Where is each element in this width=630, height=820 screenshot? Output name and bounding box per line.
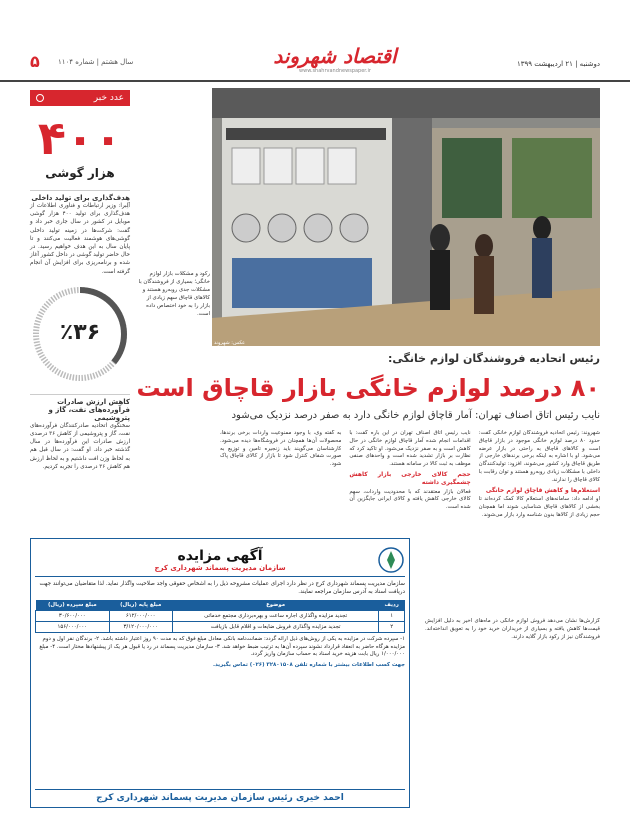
- street-scene-image: [212, 88, 600, 346]
- table-cell: ۳۰/۶۰۰/۰۰۰: [36, 611, 110, 622]
- big-number: ۴۰۰: [37, 111, 123, 165]
- column-text: به گفته وی، با وجود ممنوعیت واردات برخی برندها، محصولات آن‌ها همچنان در فروشگاه‌ها دیده می‌شود. کارشناسان می‌گویند باید زنجیره تامین و توزیع به صورت شفاف کنترل شود تا بازار از کالای قاچاق پاک شود.: [220, 430, 342, 468]
- table-header: موضوع: [172, 600, 379, 611]
- table-header: ردیف: [379, 600, 405, 611]
- table-header: مبلغ پایه (ریال): [109, 600, 172, 611]
- article-subhead: نایب رئیس اتاق اصناف تهران: آمار قاچاق لوازم خانگی دارد به صفر درصد نزدیک می‌شود: [231, 410, 600, 421]
- newspaper-logo: [270, 44, 400, 74]
- ad-organization: سازمان مدیریت پسماند شهرداری کرج: [154, 563, 286, 572]
- table-cell: ۲: [379, 622, 405, 633]
- ad-intro: سازمان مدیریت پسماند شهرداری کرج در نظر دارد اجرای عملیات مشروحه ذیل را به اشخاص حقوقی واجد صلاحیت واگذار نماید. لذا متقاضیان می‌توانند جهت دریافت اسناد به آدرس سازمان مراجعه نمایند.: [39, 581, 405, 595]
- big-number-unit: هزار گوشی: [45, 166, 115, 180]
- article-column-4: گزارش‌ها نشان می‌دهد فروش لوازم خانگی در ماه‌های اخیر به دلیل افزایش قیمت‌ها کاهش یافته و بسیاری از خریداران خرید خود را به تعویق انداخته‌اند. فروشندگان نیز از رکود بازار گلایه دارند.: [425, 618, 600, 640]
- table-cell: ۶۱۲/۰۰۰/۰۰۰: [109, 611, 172, 622]
- column-subheading: حجم کالای خارجی بازار کاهش چشمگیری داشته: [349, 470, 471, 486]
- stat2-text: سخنگوی اتحادیه صادرکنندگان فرآورده‌های نفت، گاز و پتروشیمی از کاهش ۳۶ درصدی ارزش صادرات این فرآورده‌ها در سال گذشته خبر داد. او گفت: در سال قبل هم به لحاظ وزن افت داشتیم و به لحاظ ارزش هم کاهش ۳۶ درصدی را تجربه کردیم.: [30, 422, 130, 470]
- masthead-header: [0, 0, 630, 82]
- store-photo: [212, 88, 600, 346]
- badge-label: عدد خبر: [93, 93, 124, 103]
- table-cell: ۱۵۶/۰۰۰/۰۰۰: [36, 622, 110, 633]
- stat1-text: اَلِبرا: وزیر ارتباطات و فناوری اطلاعات از هدف‌گذاری برای تولید ۴۰۰ هزار گوشی موبایل در کشور در سال جاری خبر داد و گفت: شرکت‌ها در زمینه تولید داخلی گوشی‌های هوشمند فعالیت می‌کنند و تا پایان سال به این هدف خواهیم رسید. در حال حاضر تولید گوشی در داخل کشور آغاز شده و برنامه‌ریزی برای افزایش آن انجام گرفته است.: [30, 203, 131, 275]
- article-continuation: [425, 618, 600, 808]
- auction-ad: [30, 538, 410, 808]
- table-cell: تجدید مزایده واگذاری اجاره ساعت و بهره‌برداری مجتمع خدماتی: [172, 611, 379, 622]
- column-text: نایب رئیس اتاق اصناف تهران در این باره گفت: با اقدامات انجام شده آمار قاچاق لوازم خانگی در حال کاهش است و به صفر نزدیک می‌شود. او تاکید کرد که نظارت بر بازار تشدید شده است و واحدهای صنفی موظف به ثبت کالا در سامانه هستند.: [349, 430, 471, 468]
- ad-title: آگهی مزایده: [177, 547, 263, 564]
- donut-label: ٪۳۶: [59, 319, 101, 345]
- column-text: شهروند: رئیس اتحادیه فروشندگان لوازم خانگی گفت: حدود ۸۰ درصد لوازم خانگی موجود در بازار قاچاق است و کالاهای قاچاق به راحتی در بازار عرضه می‌شود. او با اشاره به اینکه برخی برندهای خارجی از طریق قاچاق وارد کشور می‌شوند، افزود: تولیدکنندگان داخلی با مشکلات زیادی روبه‌رو هستند و توان رقابت با کالای قاچاق را ندارند.: [478, 430, 600, 483]
- edition-info: سال هشتم | شماره ۱۱۰۴: [58, 58, 134, 66]
- ad-title-block: [154, 548, 285, 572]
- photo-credit: عکس: شهروند: [214, 340, 246, 346]
- issue-date: دوشنبه | ۲۱ اردیبهشت ۱۳۹۹: [516, 60, 600, 68]
- article-kicker: رئیس اتحادیه فروشندگان لوازم خانگی:: [388, 352, 600, 365]
- ad-header: [35, 543, 405, 577]
- ad-footer-signature: احمد خیری رئیس سازمان مدیریت پسماند شهرداری کرج: [35, 789, 405, 803]
- table-header: مبلغ سپرده (ریال): [36, 600, 110, 611]
- site-url[interactable]: www.shahrvandnewspaper.ir: [299, 68, 371, 74]
- municipality-logo-icon: [377, 546, 405, 574]
- news-number-sidebar: [30, 90, 130, 590]
- table-row: [36, 622, 405, 633]
- table-cell: ۱: [379, 611, 405, 622]
- table-cell: تجدید مزایده واگذاری فروش ضایعات و اقلام قابل بازیافت: [172, 622, 379, 633]
- ad-table-header-row: [36, 600, 405, 611]
- column-text: فعالان بازار معتقدند که با محدودیت واردات، سهم کالای خارجی کاهش یافته و کالای ایرانی جایگزین آن شده است.: [349, 488, 471, 511]
- circle-icon: [36, 94, 44, 102]
- percentage-donut: [30, 284, 130, 384]
- stat1-title: هدف‌گذاری برای تولید داخلی: [30, 190, 130, 202]
- article-headline: ۸۰ درصد لوازم خانگی بازار قاچاق است: [136, 374, 600, 402]
- table-row: [36, 611, 405, 622]
- article-column-1: [479, 430, 600, 616]
- photo-caption: رکود و مشکلات بازار لوازم خانگی؛ بسیاری از فروشندگان با مشکلات جدی روبه‌رو هستند و کالاهای قاچاق سهم زیادی از بازار را به خود اختصاص داده است.: [138, 271, 210, 317]
- ad-table: [35, 600, 405, 633]
- table-cell: ۳/۱۲۰/۰۰۰/۰۰۰: [109, 622, 172, 633]
- stat2-title: کاهش ارزش صادرات فرآورده‌های نفت، گاز و پتروشیمی: [30, 394, 130, 422]
- ad-notes: ۱- سپرده شرکت در مزایده به یکی از روش‌های ذیل ارائه گردد: ضمانت‌نامه بانکی معادل مبلغ فوق که به مدت ۹۰ روز اعتبار داشته باشد. ۲- برندگان نفر اول و دوم مزایده هرگاه حاضر به انعقاد قرارداد نشوند سپرده آن‌ها به ترتیب ضبط خواهد شد. ۳- سازمان مدیریت پسماند در رد یا قبول هر یک از پیشنهادها مختار است. ۴- مبلغ ۱/۰۰۰/۰۰۰ ریال بابت هزینه خرید اسناد به حساب سازمان واریز گردد.: [39, 636, 405, 658]
- column-subheading: استعلام‌ها و کاهش قاچاق لوازم خانگی: [485, 486, 600, 494]
- page-number: ۵: [30, 52, 40, 71]
- column-text: او ادامه داد: سامانه‌های استعلام کالا کمک کرده‌اند تا بخشی از کالاهای قاچاق شناسایی شوند اما همچنان حجم زیادی از کالاها بدون شناسه وارد بازار می‌شوند.: [478, 496, 600, 518]
- brand-name: اقتصاد شهروند: [273, 44, 397, 68]
- ad-contact: جهت کسب اطلاعات بیشتر با شماره تلفن ۳۲۸۰۱۵۰۸ (۰۲۶) تماس بگیرید.: [212, 661, 405, 668]
- news-number-badge: [30, 90, 130, 106]
